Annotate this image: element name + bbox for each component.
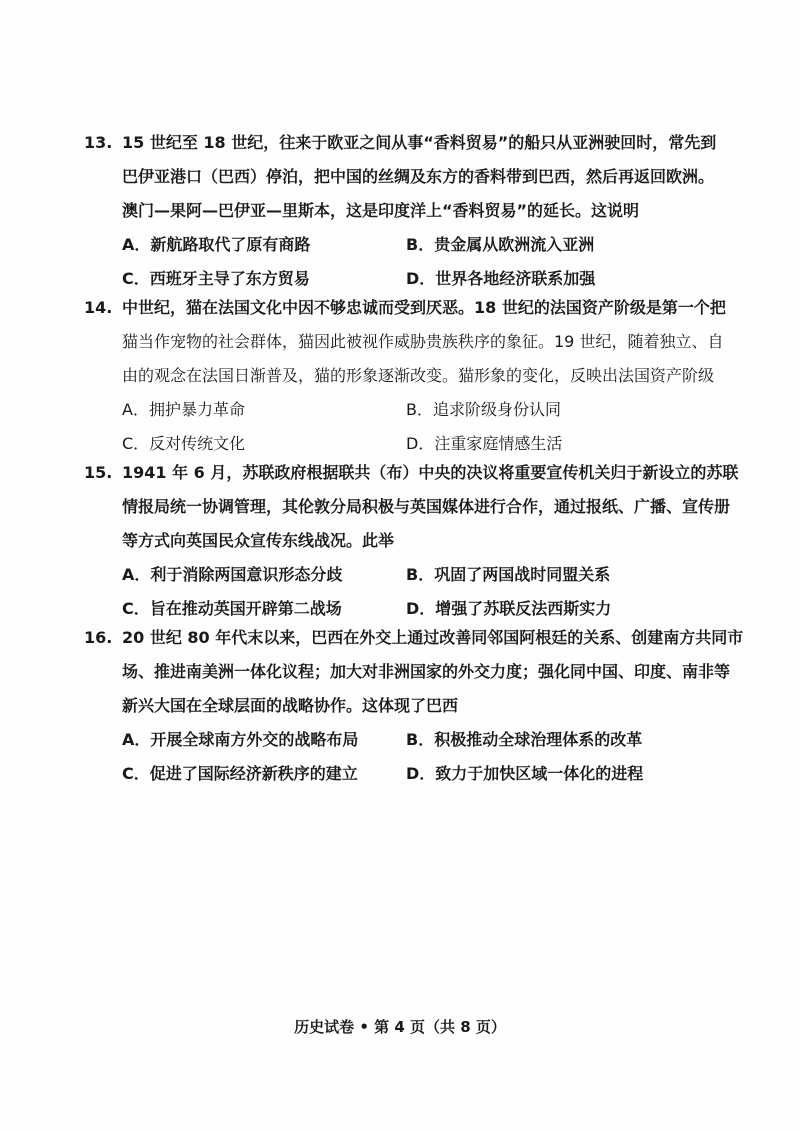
question-stem-line: 巴伊亚港口（巴西）停泊，把中国的丝绸及东方的香料带到巴西，然后再返回欧洲。: [122, 167, 715, 186]
option-d[interactable]: D．世界各地经济联系加强: [406, 269, 596, 288]
question-14: [84, 291, 724, 461]
option-a[interactable]: A．拥护暴力革命: [122, 400, 245, 419]
question-stem-line: 由的观念在法国日渐普及，猫的形象逐渐改变。猫形象的变化，反映出法国资产阶级: [122, 366, 715, 385]
option-d[interactable]: D．注重家庭情感生活: [406, 434, 563, 453]
options-13: [122, 228, 724, 296]
option-b[interactable]: B．追求阶级身份认同: [406, 400, 561, 419]
question-number: 14.: [84, 298, 113, 317]
option-a[interactable]: A．新航路取代了原有商路: [122, 235, 311, 254]
option-c[interactable]: C．反对传统文化: [122, 434, 246, 453]
options-16: [122, 723, 724, 791]
option-d[interactable]: D．致力于加快区域一体化的进程: [406, 764, 644, 783]
option-c[interactable]: C．西班牙主导了东方贸易: [122, 269, 310, 288]
question-13: [84, 126, 724, 296]
question-stem-line: 情报局统一协调管理，其伦敦分局积极与英国媒体进行合作，通过报纸、广播、宣传册: [122, 497, 731, 516]
question-stem-line: 场、推进南美洲一体化议程；加大对非洲国家的外交力度；强化同中国、印度、南非等: [122, 662, 731, 681]
option-b[interactable]: B．积极推动全球治理体系的改革: [406, 730, 643, 749]
options-15: [122, 558, 724, 626]
page-footer: 历史试卷 • 第 4 页（共 8 页）: [294, 1018, 506, 1036]
question-stem-line: 等方式向英国民众宣传东线战况。此举: [122, 531, 395, 550]
options-14: [122, 393, 724, 461]
option-a[interactable]: A．开展全球南方外交的战略布局: [122, 730, 359, 749]
question-stem-line: 20 世纪 80 年代末以来，巴西在外交上通过改善同邻国阿根廷的关系、创建南方共同市: [122, 628, 744, 647]
question-stem-line: 猫当作宠物的社会群体，猫因此被视作威胁贵族秩序的象征。19 世纪，随着独立、自: [122, 332, 724, 351]
question-15: [84, 456, 739, 626]
question-number: 13.: [84, 133, 113, 152]
question-number: 16.: [84, 628, 113, 647]
option-b[interactable]: B．巩固了两国战时同盟关系: [406, 565, 611, 584]
question-stem-line: 15 世纪至 18 世纪，往来于欧亚之间从事“香料贸易”的船只从亚洲驶回时，常先到: [122, 133, 717, 152]
option-a[interactable]: A．利于消除两国意识形态分歧: [122, 565, 343, 584]
question-16: [84, 621, 744, 791]
option-b[interactable]: B．贵金属从欧洲流入亚洲: [406, 235, 595, 254]
option-c[interactable]: C．旨在推动英国开辟第二战场: [122, 599, 342, 618]
option-c[interactable]: C．促进了国际经济新秩序的建立: [122, 764, 358, 783]
question-stem-line: 澳门—果阿—巴伊亚—里斯本，这是印度洋上“香料贸易”的延长。这说明: [122, 201, 640, 220]
question-number: 15.: [84, 463, 113, 482]
option-d[interactable]: D．增强了苏联反法西斯实力: [406, 599, 612, 618]
question-stem-line: 1941 年 6 月，苏联政府根据联共（布）中央的决议将重要宣传机关归于新设立的苏联: [122, 463, 739, 482]
question-stem-line: 中世纪，猫在法国文化中因不够忠诚而受到厌恶。18 世纪的法国资产阶级是第一个把: [122, 298, 726, 317]
question-stem-line: 新兴大国在全球层面的战略协作。这体现了巴西: [122, 696, 459, 715]
